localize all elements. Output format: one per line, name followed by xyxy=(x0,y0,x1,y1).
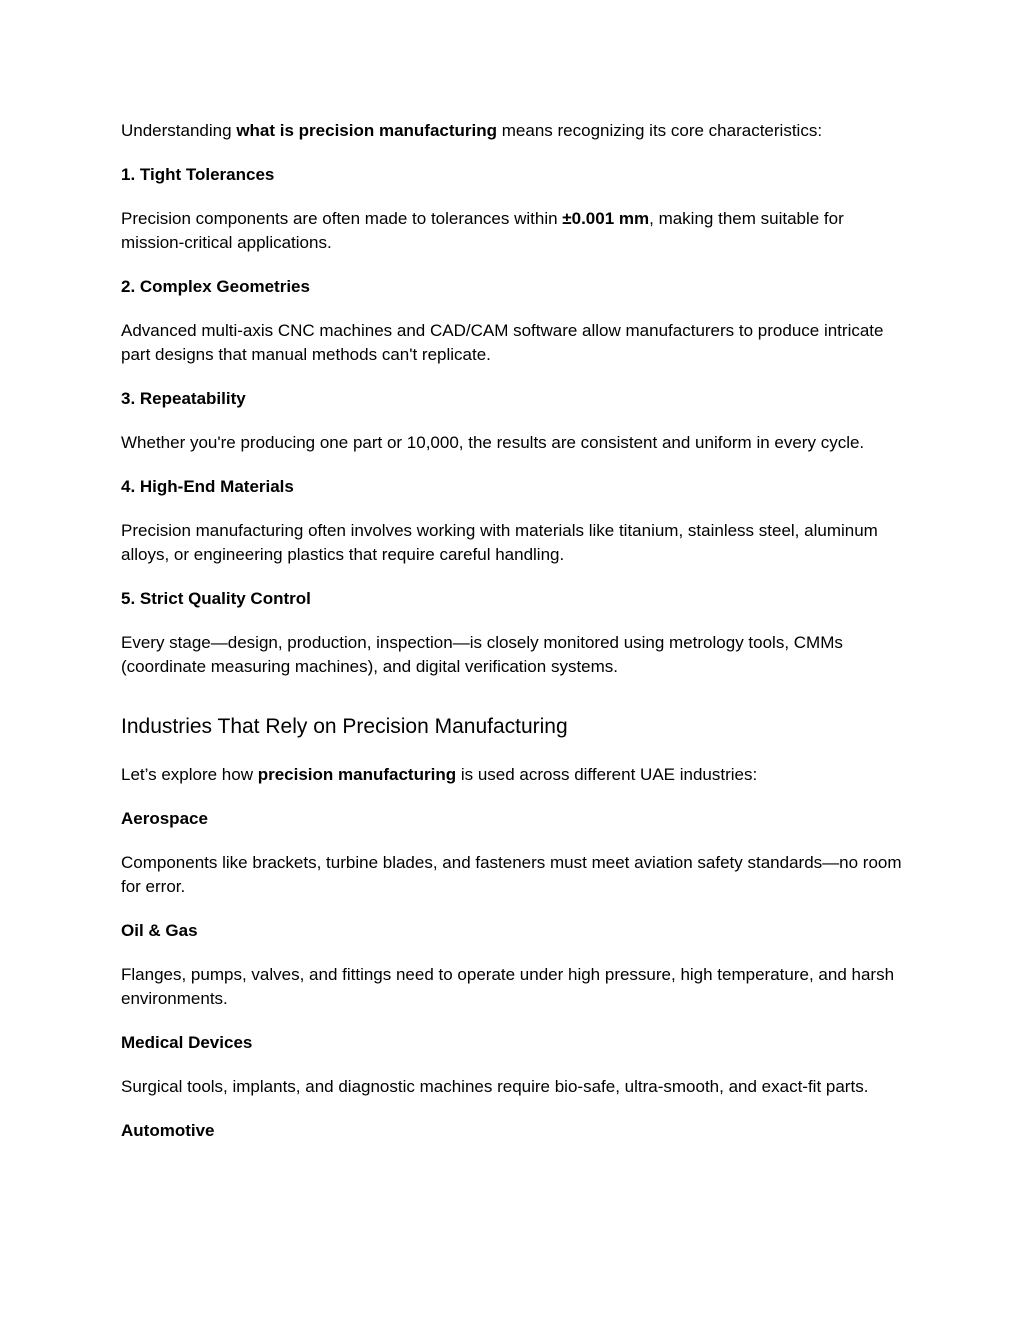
intro-text-end: means recognizing its core characteristics: xyxy=(497,121,823,140)
industry-text-medical: Surgical tools, implants, and diagnostic machines require bio-safe, ultra-smooth, and exact-fit parts. xyxy=(121,1077,869,1096)
characteristic-heading-materials: 4. High-End Materials xyxy=(121,477,294,496)
characteristic-heading-tolerances: 1. Tight Tolerances xyxy=(121,165,275,184)
tolerance-value: ±0.001 mm xyxy=(562,209,650,228)
industry-text-aerospace: Components like brackets, turbine blades, and fasteners must meet aviation safety standards—no room for error. xyxy=(121,853,902,896)
tolerance-text-end: , making them suitable for mission-critical applications. xyxy=(121,209,844,252)
industries-intro-bold: precision manufacturing xyxy=(257,765,457,784)
industry-heading-medical: Medical Devices xyxy=(121,1033,253,1052)
industries-section-title: Industries That Rely on Precision Manufacturing xyxy=(121,715,568,738)
characteristic-text-quality: Every stage—design, production, inspection—is closely monitored using metrology tools, CMMs (coordinate measuring machines), and digital verification systems. xyxy=(121,633,843,676)
industry-heading-oil-gas: Oil & Gas xyxy=(121,921,198,940)
industries-intro-start: Let’s explore how xyxy=(121,765,258,784)
industries-intro-end: is used across different UAE industries: xyxy=(456,765,758,784)
document-body xyxy=(121,119,911,1163)
tolerance-text-start: Precision components are often made to tolerances within xyxy=(121,209,563,228)
characteristic-text-geometries: Advanced multi-axis CNC machines and CAD/CAM software allow manufacturers to produce intricate part designs that manual methods can't replicate. xyxy=(121,321,884,364)
industry-text-oil-gas: Flanges, pumps, valves, and fittings need to operate under high pressure, high temperature, and harsh environments. xyxy=(121,965,895,1008)
intro-paragraph xyxy=(121,119,911,143)
intro-text-start: Understanding xyxy=(121,121,237,140)
industry-heading-automotive: Automotive xyxy=(121,1121,215,1140)
characteristic-heading-quality: 5. Strict Quality Control xyxy=(121,589,311,608)
industries-intro xyxy=(121,763,911,787)
industry-heading-aerospace: Aerospace xyxy=(121,809,208,828)
characteristic-text-tolerances xyxy=(121,207,911,255)
characteristic-text-materials: Precision manufacturing often involves working with materials like titanium, stainless steel, aluminum alloys, or engineering plastics that require careful handling. xyxy=(121,521,878,564)
characteristic-heading-geometries: 2. Complex Geometries xyxy=(121,277,310,296)
characteristic-text-repeatability: Whether you're producing one part or 10,000, the results are consistent and uniform in every cycle. xyxy=(121,433,865,452)
characteristic-heading-repeatability: 3. Repeatability xyxy=(121,389,246,408)
intro-bold-term: what is precision manufacturing xyxy=(236,121,498,140)
